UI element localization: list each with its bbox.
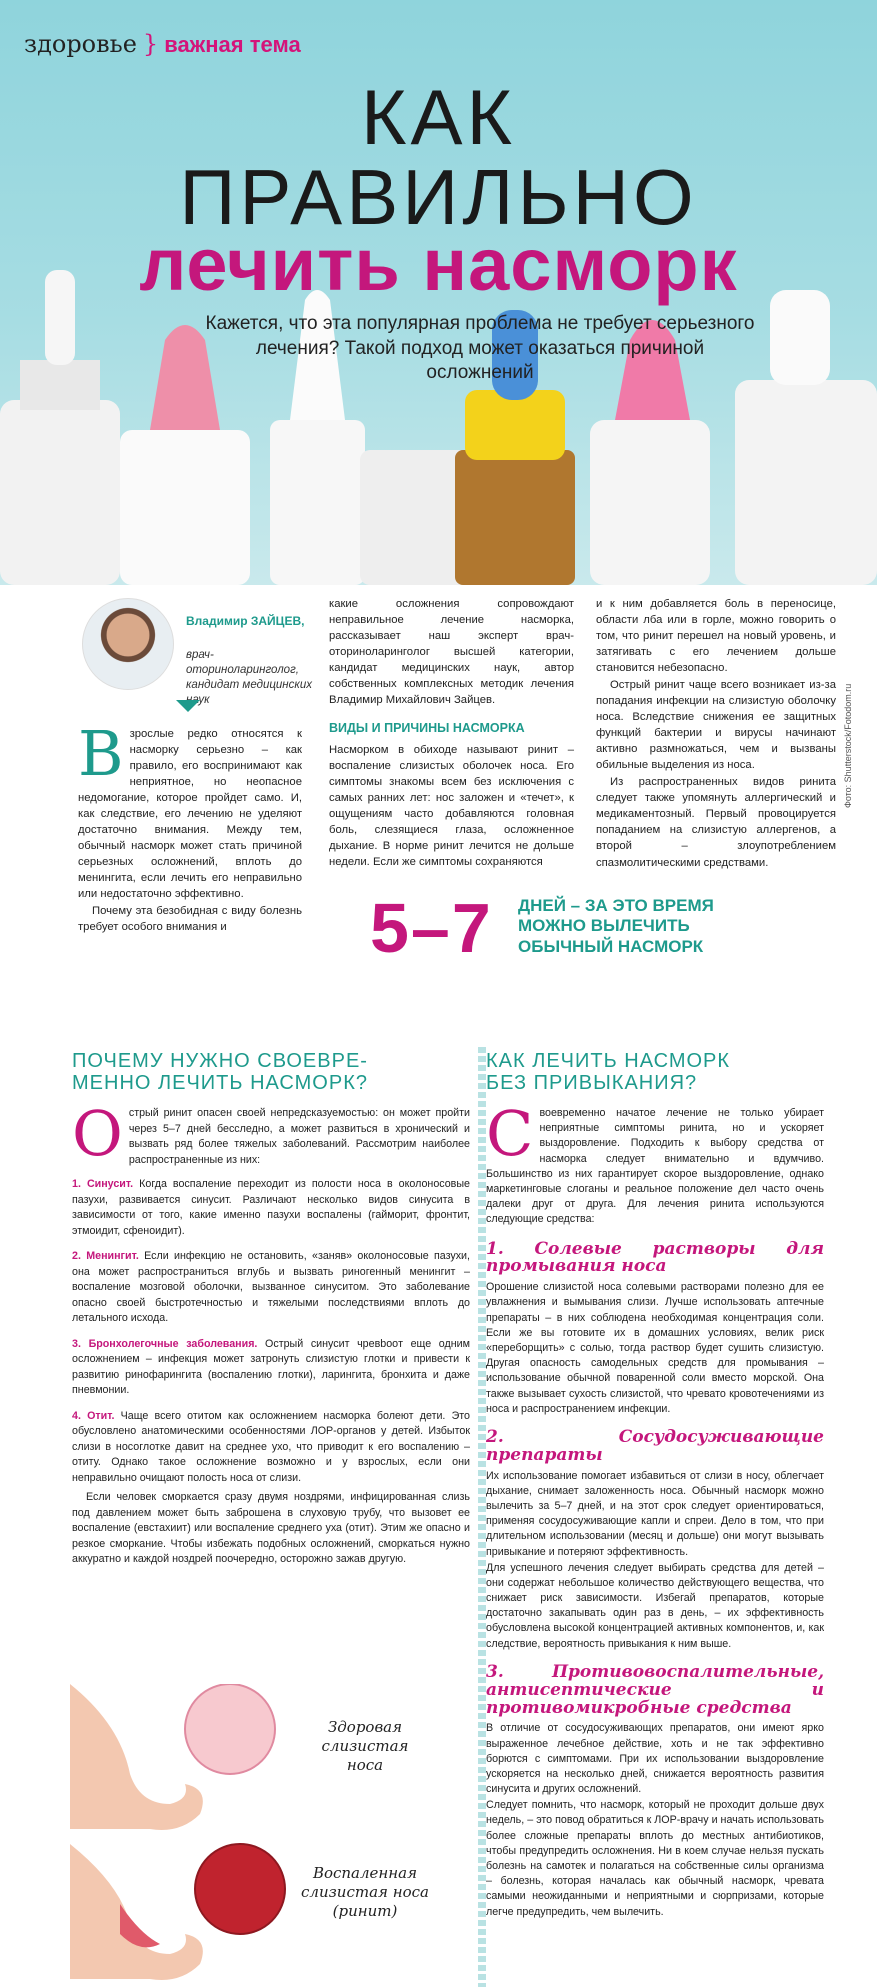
dropcap: С: [486, 1097, 534, 1170]
intro-paragraph-2: Почему эта безобидная с виду болезнь требует особого внимания и: [78, 905, 302, 934]
right-section-body: [486, 1097, 825, 1921]
remedy-heading: [486, 1238, 825, 1277]
dropcap: О: [72, 1097, 123, 1170]
heading-line: КАК ЛЕЧИТЬ НАСМОРК: [486, 1050, 731, 1072]
stat-text-line: МОЖНО ВЫЛЕЧИТЬ: [518, 916, 690, 936]
item-title: Менингит.: [86, 1250, 139, 1263]
remedy-text: Для успешного лечения следует выбирать средства для детей – они содержат небольшое количество действующего вещества, что снижает риск зависимости. Избегай препаратов, которые достаточно закапывать один раз в день, – их эффективность обусловлена высокой концентрацией активных компонентов, и, как следствие, вероятность привыкания к ним выше.: [486, 1561, 824, 1650]
hero-banner: [0, 0, 877, 585]
title-line-3: лечить насморк: [139, 223, 738, 306]
remedy-title: Солевые растворы для промывания носа: [486, 1238, 825, 1277]
item-text: Острый синусит чревbooт еще одним осложнением – инфекция может затронуть слизистую глотки и привести к развитию ринофарингита (воспалению глотки), ларингита, бронхита и даже пневмонии.: [72, 1337, 470, 1397]
left-intro: стрый ринит опасен своей непредсказуемостью: он может пройти через 5–7 дней бесследно, а может развиться в хронический и вызвать ряд более тяжелых заболеваний. Рассмотрим наиболее распространенные из них:: [128, 1107, 470, 1166]
remedy-heading: [486, 1661, 824, 1718]
intro-paragraph: зрослые редко относятся к насморку серьезно – как правило, его воспринимают как неприятное, но неопасное недомогание, которое пройдет само. И, как следствие, его лечению не уделяют достаточно внимания. Между тем, обычный насморк может стать причиной серьезных осложнений, вплоть до менингита, если лечить его неправильно или недостаточно эффективно.: [78, 728, 302, 901]
complication-item: [72, 1337, 470, 1399]
complication-item: [72, 1249, 470, 1327]
remedy-number: 2.: [486, 1426, 504, 1447]
stat-callout: [330, 884, 850, 967]
title-line-2: ПРАВИЛЬНО: [179, 153, 698, 241]
photo-credit: Фото: Shutterstock/Fotodom.ru: [843, 683, 853, 808]
item-title: Синусит.: [86, 1178, 134, 1191]
topic-label: важная тема: [164, 32, 301, 57]
intro-column: [78, 717, 302, 936]
rubric-separator: }: [142, 30, 159, 58]
item-number: 2.: [72, 1250, 81, 1263]
lead-text: Кажется, что эта популярная проблема не требует серьезного лечения? Такой подход может оказаться причиной осложнений: [205, 313, 755, 384]
stat-text: [518, 896, 714, 957]
left-section-body: [72, 1097, 470, 1569]
column-3: [596, 596, 836, 872]
author-position: врач-оториноларинголог, кандидат медицинских наук: [186, 649, 312, 706]
item-title: Бронхолегочные заболевания.: [88, 1337, 258, 1350]
heading-line: МЕННО ЛЕЧИТЬ НАСМОРК?: [72, 1072, 368, 1095]
complication-item: [72, 1177, 470, 1239]
heading-line: БЕЗ ПРИВЫКАНИЯ?: [486, 1072, 698, 1095]
heading-line: ПОЧЕМУ НУЖНО СВОЕВРЕ-: [72, 1050, 368, 1072]
right-intro: воевременно начатое лечение не только убирает неприятные симптомы ринита, но и ускоряет выздоровление. Подходить к выбору средства от насморка следует внимательно и вдумчиво. Большинство из них гарантирует скорое выздоровление, однако маркетинговые слоганы и реальное положение дел часто очень далеки друг от друга. Для лечения ринита используются следующие средства:: [486, 1107, 824, 1226]
remedy-text: Следует помнить, что насморк, который не проходит дольше двух недель, – это повод обратиться к ЛОР-врачу и начать использовать более сложные препараты вплоть до местных антибиотиков, чтобы предупредить осложнения. Ни в коем случае нельзя пускать болезнь на самотек и полагаться на собственные силы организма – болезнь, которая началась как обычный насморк, чревата самыми неожиданными и неприятными и сюрпризами, которые легче предупредить, чем вылечить.: [486, 1799, 824, 1918]
remedy-text: Орошение слизистой носа солевыми растворами полезно для ее увлажнения и вымывания слизи. Лучше использовать аптечные препараты – в них соблюдена необходимая концентрация соли. Если же вы готовите их в домашних условиях, велик риск «переборщить» с солью, тогда раствор будет сушить слизистую. Другая опасность самодельных средств для промывания – использование обычной поваренной соли вместо морской. Она также вызывает сухость слизистой, что чревато кровотечениями из носа и распространением инфекции.: [486, 1281, 824, 1415]
remedy-number: 3.: [486, 1661, 504, 1682]
col3-paragraph: и к ним добавляется боль в переносице, области лба или в горле, можно говорить о том, что ринит перешел на новый уровень, и затягивать с его лечением дольше становится небезопасно.: [596, 598, 836, 675]
remedy-heading: [486, 1426, 824, 1465]
pointer-triangle: [176, 700, 200, 712]
col3-paragraph-3: Из распространенных видов ринита следует также упомянуть аллергический и медикаментозный. Первый провоцируется попаданием на слизистую аллергенов, а второй – злоупотреблением спазмолитическими средствами.: [596, 776, 836, 869]
left-outro: Если человек сморкается сразу двумя ноздрями, инфицированная слизь под давлением может быть заброшена в слуховую трубу, что вызовет ее воспаление (евстахиит) или воспаление среднего уха (отит). Этим же опасно и резкое сморкание. Чтобы избежать подобных осложнений, сморкаться нужно аккуратно и каждой ноздрей поочередно, осторожно зажав другую.: [72, 1491, 470, 1566]
healthy-nose: [70, 1684, 203, 1830]
remedy-text: Их использование помогает избавиться от слизи в носу, облегчает дыхание, снимает заложенность носа. Обычный насморк можно вылечить за 5–7 дней, и на этот срок следует ориентироваться, применяя сосудосуживающие капли и спреи. Дело в том, что при длительном использовании (месяц и дольше) они могут вызывать привыкание и потеряют эффективность.: [486, 1469, 824, 1558]
author-photo: [82, 598, 174, 690]
item-number: 3.: [72, 1337, 81, 1350]
column-2: [329, 596, 574, 871]
nose-illustration: [60, 1684, 320, 1984]
author-name: Владимир ЗАЙЦЕВ,: [186, 614, 305, 628]
inflamed-nose: [70, 1844, 203, 1980]
remedy-title: Противовоспалительные, антисептические и противомикробные средства: [486, 1661, 824, 1718]
inflamed-label: Воспаленная слизистая носа (ринит): [301, 1864, 429, 1920]
stat-number: 5–7: [370, 889, 493, 967]
inflamed-mucosa-icon: [195, 1844, 285, 1934]
title-line-1: КАК: [361, 73, 516, 161]
complication-item: [72, 1409, 470, 1487]
dropcap: В: [78, 717, 124, 790]
remedy-title: Сосудосуживающие препараты: [486, 1426, 824, 1465]
section-label: здоровье: [24, 30, 137, 58]
item-number: 4.: [72, 1409, 81, 1422]
healthy-label: Здоровая слизистая носа: [321, 1718, 409, 1774]
item-text: Если инфекцию не остановить, «заняв» околоносовые пазухи, она может распространиться вглубь и вызвать риногенный менингит – воспаление мозговой оболочки, вызванное синуситом. Это заболевание опасно своей быстротечностью и тяжелыми последствиями вплоть до летального исхода.: [72, 1250, 470, 1325]
col2-paragraph: какие осложнения сопровождают неправильное лечение насморка, рассказывает наш эксперт врач-оториноларинголог высшей категории, кандидат медицинских наук, автор собственных комплексных методик лечения Владимир Михайлович Зайцев.: [329, 598, 574, 707]
left-section-heading: [72, 1050, 368, 1095]
remedy-text: В отличие от сосудосуживающих препаратов, они имеют ярко выраженное лечебное действие, хоть и не так эффективно борются с симптомами. При их использовании выздоровление ускоряется на несколько дней, снижается вероятность развития синусита и других осложнений.: [486, 1722, 824, 1796]
remedy-number: 1.: [486, 1238, 504, 1259]
healthy-mucosa-icon: [185, 1684, 275, 1774]
section-rubric: [24, 30, 301, 58]
col2-paragraph-2: Насморком в обиходе называют ринит – воспаление слизистых оболочек носа. Его симптомы знакомы всем без исключения с самых ранних лет: нос заложен и «течет», к ощущениям часто добавляются головная боль, слезящиеся глаза, осложненное дыхание. В норме ринит лечится не дольше недели. Если же симптомы сохраняются: [329, 743, 574, 869]
column-divider: [478, 1047, 486, 1987]
item-number: 1.: [72, 1178, 81, 1191]
stat-text-line: ДНЕЙ – ЗА ЭТО ВРЕМЯ: [518, 896, 714, 915]
col3-paragraph-2: Острый ринит чаще всего возникает из-за попадания инфекции на слизистую оболочку носа. Вследствие снижения ее защитных функций бактерии и вирусы начинают активно размножаться, чем и вызваны обильные выделения из носа.: [596, 679, 836, 772]
item-text: Чаще всего отитом как осложнением насморка болеют дети. Это обусловлено анатомическими особенностями ЛОР-органов у детей. Избыток слизи в носоглотке давит на среднее ухо, что приводит к его воспалению – отиту. Однако такое осложнение возможно и у взрослых, если они неправильно очищают полость носа от слизи.: [72, 1409, 470, 1484]
types-heading: ВИДЫ И ПРИЧИНЫ НАСМОРКА: [329, 721, 525, 736]
item-title: Отит.: [87, 1409, 115, 1422]
stat-text-line: ОБЫЧНЫЙ НАСМОРК: [518, 936, 704, 956]
right-section-heading: [486, 1050, 730, 1095]
item-text: Когда воспаление переходит из полости носа в околоносовые пазухи, развивается синусит. Различают несколько видов синусита в зависимости от того, какие именно пазухи воспалены (гайморит, фронтит, этмоидит, сфеноидит).: [72, 1178, 470, 1237]
